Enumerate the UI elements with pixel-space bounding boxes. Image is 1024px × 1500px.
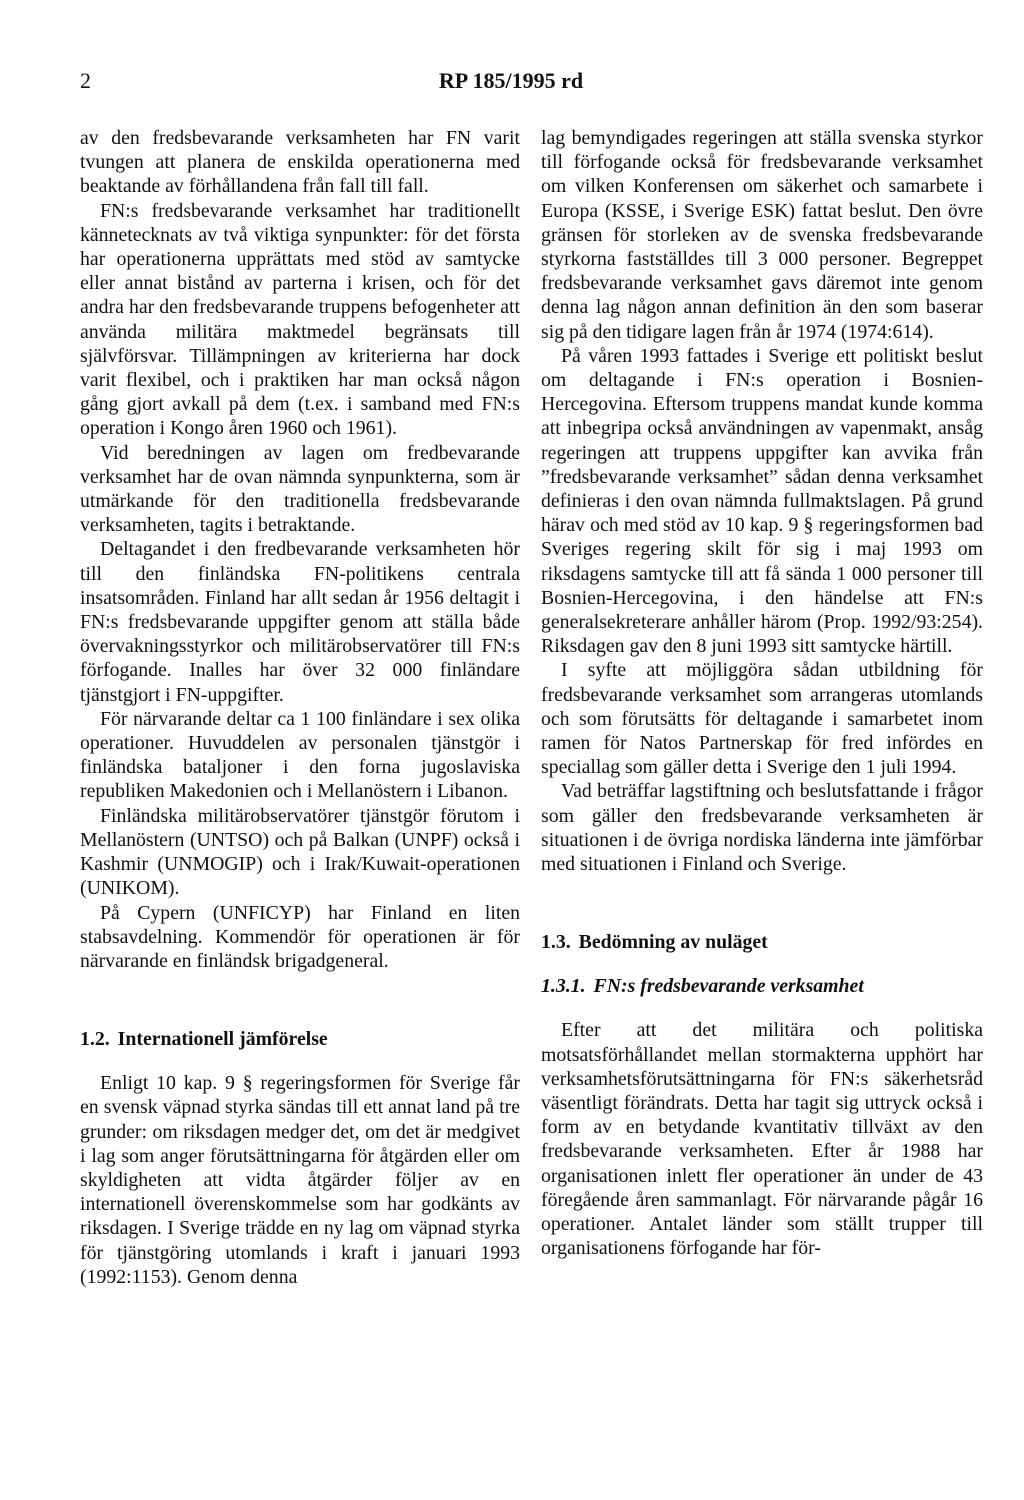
paragraph: Finländska militärobservatörer tjänstgör förutom i Mellanöstern (UNTSO) och på Balkan (UNPF) också i Kashmir (UNMOGIP) och i Irak/Kuwait-operationen (UNIKOM).	[80, 804, 520, 900]
paragraph: I syfte att möjliggöra sådan utbildning för fredsbevarande verksamhet som arrangeras utomlands och som förutsätts för deltagande i samarbetet inom ramen för Natos Partnerskap för fred infördes en speciallag som gäller detta i Sverige den 1 juli 1994.	[541, 659, 983, 779]
left-column	[80, 126, 520, 1289]
paragraph: Vid beredningen av lagen om fredbevarande verksamhet har de ovan nämnda synpunkterna, som är utmärkande för den traditionella fredsbevarande verksamheten, tagits i betraktande.	[80, 441, 520, 537]
paragraph: För närvarande deltar ca 1 100 finländare i sex olika operationer. Huvuddelen av personalen tjänstgör i finländska bataljoner i den forna jugoslaviska republiken Makedonien och i Mellanöstern i Libanon.	[80, 707, 520, 803]
paragraph: Deltagandet i den fredbevarande verksamheten hör till den finländska FN-politikens centrala insatsområden. Finland har allt sedan år 1956 deltagit i FN:s fredsbevarande uppgifter genom att ställa både övervakningsstyrkor och militärobservatörer till FN:s förfogande. Inalles har över 32 000 finländare tjänstgjort i FN-uppgifter.	[80, 538, 520, 706]
paragraph: FN:s fredsbevarande verksamhet har traditionellt kännetecknats av två viktiga synpunkter: för det första har operationerna upprättats med stöd av samtycke eller annat bistånd av parterna i krisen, och för det andra har den fredsbevarande truppens befogenheter att använda militära maktmedel begränsats till självförsvar. Tillämpningen av kriterierna har dock varit flexibel, och i praktiken har man också någon gång gjort avkall på dem (t.ex. i samband med FN:s operation i Kongo åren 1960 och 1961).	[80, 199, 520, 440]
subsection-heading-1-3-1	[541, 974, 983, 998]
running-title: RP 185/1995 rd	[438, 68, 584, 93]
paragraph: Vad beträffar lagstiftning och beslutsfattande i frågor som gäller den fredsbevarande verksamheten är situationen i de övriga nordiska länderna inte jämförbar med situationen i Finland och Sverige.	[541, 780, 983, 876]
paragraph: På Cypern (UNFICYP) har Finland en liten stabsavdelning. Kommendör för operationen är för närvarande en finländsk brigadgeneral.	[80, 901, 520, 972]
subsection-number: 1.3.1.	[541, 975, 586, 998]
section-title: Bedömning av nuläget	[578, 931, 768, 954]
section-heading-1-3	[541, 930, 983, 954]
paragraph: av den fredsbevarande verksamheten har FN varit tvungen att planera de enskilda operationerna med beaktande av förhållandena från fall till fall.	[80, 127, 520, 198]
paragraph: På våren 1993 fattades i Sverige ett politiskt beslut om deltagande i FN:s operation i Bosnien-Hercegovina. Eftersom truppens mandat kunde komma att inbegripa också användningen av vapenmakt, ansåg regeringen att truppens uppgifter kan avvika från ”fredsbevarande verksamhet” sådan denna verksamhet definieras i den ovan nämnda fullmaktslagen. På grund härav och med stöd av 10 kap. 9 § regeringsformen bad Sveriges regering skilt för sig i maj 1993 om riksdagens samtycke till att få sända 1 000 personer till Bosnien-Hercegovina, i den händelse att FN:s generalsekreterare anhåller härom (Prop. 1992/93:254). Riksdagen gav den 8 juni 1993 sitt samtycke härtill.	[541, 344, 983, 658]
right-column	[541, 126, 983, 1260]
page-number: 2	[80, 68, 91, 93]
page-header	[80, 68, 942, 98]
section-number: 1.3.	[541, 931, 571, 954]
section-heading-1-2	[80, 1027, 520, 1051]
section-number: 1.2.	[80, 1028, 110, 1051]
paragraph: Enligt 10 kap. 9 § regeringsformen för Sverige får en svensk väpnad styrka sändas till ett annat land på tre grunder: om riksdagen medger det, om det är medgivet i lag som anger förutsättningarna för åtgärden eller om skyldigheten att vidta åtgärder följer av en internationell överenskommelse som har godkänts av riksdagen. I Sverige trädde en ny lag om väpnad styrka för tjänstgöring utomlands i kraft i januari 1993 (1992:1153). Genom denna	[80, 1072, 520, 1288]
paragraph: lag bemyndigades regeringen att ställa svenska styrkor till förfogande också för fredsbevarande verksamhet om vilken Konferensen om säkerhet och samarbete i Europa (KSSE, i Sverige ESK) fattat beslut. Den övre gränsen för storleken av de svenska fredsbevarande styrkorna fastställdes till 3 000 personer. Begreppet fredsbevarande verksamhet gavs däremot inte genom denna lag någon annan definition än den som baserar sig på den tidigare lagen från år 1974 (1974:614).	[541, 127, 983, 343]
section-title: Internationell jämförelse	[117, 1028, 328, 1051]
paragraph: Efter att det militära och politiska motsatsförhållandet mellan stormakterna upphört har verksamhetsförutsättningarna för FN:s säkerhetsråd väsentligt förändrats. Detta har tagit sig uttryck också i form av en betydande kvantitativ tillväxt av den fredsbevarande verksamheten. Efter år 1988 har organisationen inlett fler operationer än under de 43 föregående åren sammanlagt. För närvarande pågår 16 operationer. Antalet länder som ställt trupper till organisationens förfogande har för-	[541, 1019, 983, 1260]
subsection-title: FN:s fredsbevarande verksamhet	[593, 975, 864, 998]
